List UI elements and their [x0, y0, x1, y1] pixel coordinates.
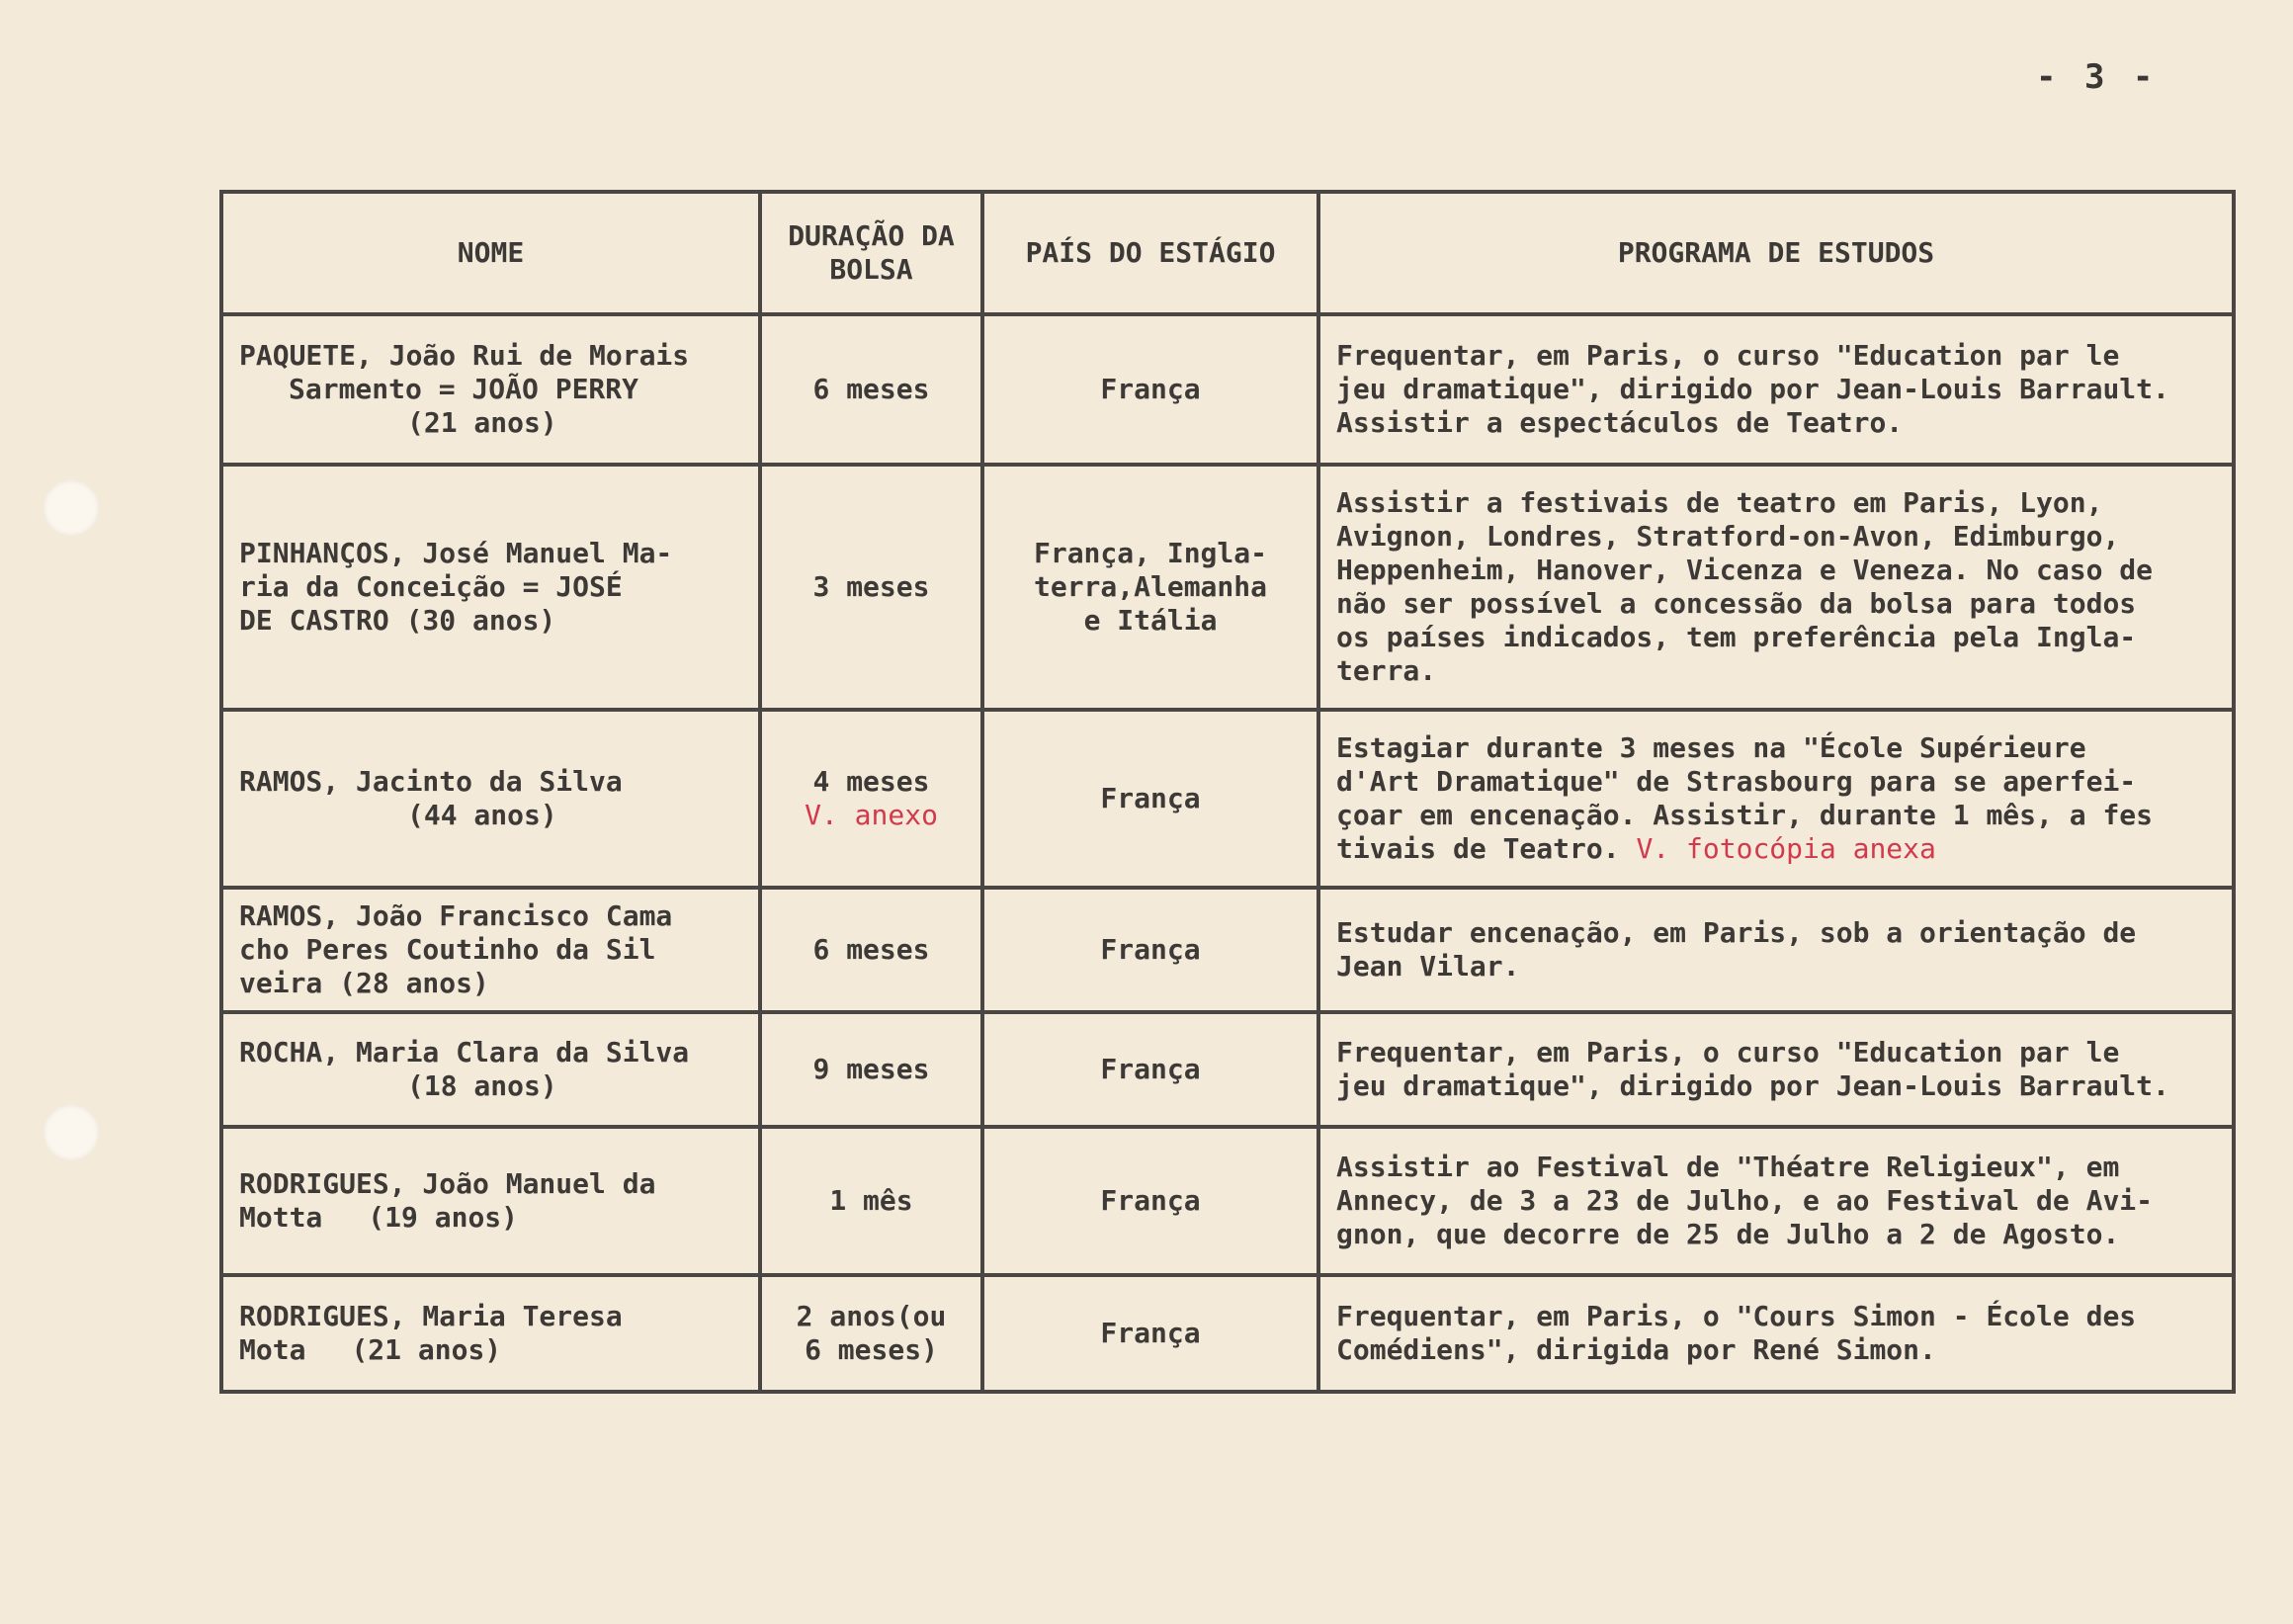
programa-line: Estagiar durante 3 meses na "École Supérieure: [1336, 731, 2086, 764]
nome-line: PINHANÇOS, José Manuel Ma-: [239, 537, 673, 569]
programa-line: çoar em encenação. Assistir, durante 1 mês, a fes: [1336, 799, 2154, 831]
programa-line: Assistir ao Festival de "Théatre Religieux", em: [1336, 1151, 2120, 1183]
pais-line: e Itália: [1083, 604, 1218, 637]
pais-line: França, Ingla-: [1033, 537, 1267, 569]
programa-line: jeu dramatique", dirigido por Jean-Louis Barrault.: [1336, 373, 2169, 405]
nome-line: Mota: [239, 1333, 306, 1366]
header-duracao-line-2: BOLSA: [829, 253, 913, 286]
nome-line: RAMOS, João Francisco Cama: [239, 899, 673, 932]
programa-line: Assistir a espectáculos de Teatro.: [1336, 406, 1904, 439]
duracao-line: 4 meses: [812, 765, 930, 798]
cell-duracao: [760, 465, 982, 710]
nome-line: (44 anos): [407, 799, 557, 831]
cell-programa: [1318, 314, 2234, 465]
duracao-line: 6 meses): [805, 1333, 938, 1366]
duracao-line: 1 mês: [829, 1184, 913, 1217]
header-row: [221, 192, 2234, 314]
table-row: [221, 465, 2234, 710]
cell-programa: [1318, 1275, 2234, 1392]
programa-line: Estudar encenação, em Paris, sob a orientação de: [1336, 916, 2137, 949]
programa-line: Jean Vilar.: [1336, 950, 1520, 983]
cell-pais: [982, 710, 1318, 888]
nome-line: (18 anos): [407, 1069, 557, 1102]
table-row: [221, 1127, 2234, 1275]
programa-line: Avignon, Londres, Stratford-on-Avon, Edimburgo,: [1336, 520, 2120, 553]
programa-line: os países indicados, tem preferência pela Ingla-: [1336, 621, 2137, 653]
pais-line: França: [1100, 373, 1201, 405]
programa-line: Frequentar, em Paris, o curso "Education par le: [1336, 1036, 2120, 1068]
nome-line: Motta: [239, 1201, 323, 1234]
programa-line: Annecy, de 3 a 23 de Julho, e ao Festival de Avi-: [1336, 1184, 2154, 1217]
nome-line: RODRIGUES, Maria Teresa: [239, 1300, 623, 1332]
cell-nome: [221, 1012, 760, 1127]
cell-duracao: [760, 1275, 982, 1392]
header-duracao: [760, 192, 982, 314]
header-programa: PROGRAMA DE ESTUDOS: [1318, 192, 2234, 314]
handwritten-note-anexo: V. anexo: [805, 799, 938, 831]
programa-line: Frequentar, em Paris, o "Cours Simon - École des: [1336, 1300, 2137, 1332]
nome-line: PAQUETE, João Rui de Morais: [239, 339, 690, 372]
nome-line: (19 anos): [368, 1201, 519, 1234]
handwritten-note-fotocopia: V. fotocópia anexa: [1636, 832, 1936, 865]
duracao-line: 3 meses: [812, 570, 930, 603]
cell-nome: [221, 1275, 760, 1392]
programa-line-with-note: [1336, 832, 2216, 866]
duracao-line: 6 meses: [812, 933, 930, 966]
punch-hole-top: [43, 480, 99, 536]
pais-line: terra,Alemanha: [1033, 570, 1267, 603]
nome-line: Sarmento = JOÃO PERRY: [289, 373, 639, 405]
header-duracao-line-1: DURAÇÃO DA: [788, 219, 955, 252]
pais-line: França: [1100, 1184, 1201, 1217]
table-row: [221, 1012, 2234, 1127]
programa-line: gnon, que decorre de 25 de Julho a 2 de Agosto.: [1336, 1218, 2120, 1250]
cell-pais: [982, 1012, 1318, 1127]
nome-line: DE CASTRO (30 anos): [239, 604, 556, 637]
cell-programa: [1318, 888, 2234, 1012]
table-row: [221, 314, 2234, 465]
nome-line: veira (28 anos): [239, 967, 489, 999]
nome-line: RAMOS, Jacinto da Silva: [239, 765, 623, 798]
cell-nome: [221, 710, 760, 888]
table-row: [221, 888, 2234, 1012]
table-row: [221, 710, 2234, 888]
programa-line: d'Art Dramatique" de Strasbourg para se aperfei-: [1336, 765, 2137, 798]
programa-line: Heppenheim, Hanover, Vicenza e Veneza. No caso de: [1336, 554, 2154, 586]
cell-nome: [221, 1127, 760, 1275]
cell-duracao: [760, 1127, 982, 1275]
cell-duracao: [760, 314, 982, 465]
pais-line: França: [1100, 782, 1201, 814]
programa-line: Assistir a festivais de teatro em Paris, Lyon,: [1336, 486, 2103, 519]
duracao-line: 6 meses: [812, 373, 930, 405]
cell-nome: [221, 888, 760, 1012]
cell-programa: [1318, 1127, 2234, 1275]
cell-pais: [982, 888, 1318, 1012]
nome-line-2: [239, 1201, 742, 1235]
pais-line: França: [1100, 933, 1201, 966]
cell-nome: [221, 465, 760, 710]
programa-line: Frequentar, em Paris, o curso "Education par le: [1336, 339, 2120, 372]
programa-line: jeu dramatique", dirigido por Jean-Louis Barrault.: [1336, 1069, 2169, 1102]
cell-nome: [221, 314, 760, 465]
header-nome: NOME: [221, 192, 760, 314]
pais-line: França: [1100, 1053, 1201, 1085]
programa-line: Comédiens", dirigida por René Simon.: [1336, 1333, 1936, 1366]
cell-duracao: [760, 710, 982, 888]
punch-hole-bottom: [43, 1105, 99, 1160]
cell-programa: [1318, 465, 2234, 710]
cell-programa: [1318, 1012, 2234, 1127]
nome-line: RODRIGUES, João Manuel da: [239, 1167, 656, 1200]
programa-line: tivais de Teatro.: [1336, 832, 1620, 865]
programa-line: terra.: [1336, 654, 1437, 687]
duracao-line: 9 meses: [812, 1053, 930, 1085]
nome-line: cho Peres Coutinho da Sil: [239, 933, 656, 966]
programa-line: não ser possível a concessão da bolsa para todos: [1336, 587, 2137, 620]
nome-line: (21 anos): [351, 1333, 502, 1366]
duracao-line: 2 anos(ou: [796, 1300, 947, 1332]
nome-line: (21 anos): [407, 406, 557, 439]
header-pais: PAÍS DO ESTÁGIO: [982, 192, 1318, 314]
page-number: - 3 -: [2036, 57, 2158, 97]
nome-line: ROCHA, Maria Clara da Silva: [239, 1036, 690, 1068]
nome-line: ria da Conceição = JOSÉ: [239, 570, 623, 603]
cell-programa: [1318, 710, 2234, 888]
cell-pais: [982, 465, 1318, 710]
scholarship-table: [219, 190, 2236, 1394]
table-row: [221, 1275, 2234, 1392]
cell-pais: [982, 314, 1318, 465]
cell-duracao: [760, 1012, 982, 1127]
cell-pais: [982, 1127, 1318, 1275]
nome-line-2: [239, 1333, 742, 1367]
pais-line: França: [1100, 1317, 1201, 1349]
cell-duracao: [760, 888, 982, 1012]
cell-pais: [982, 1275, 1318, 1392]
